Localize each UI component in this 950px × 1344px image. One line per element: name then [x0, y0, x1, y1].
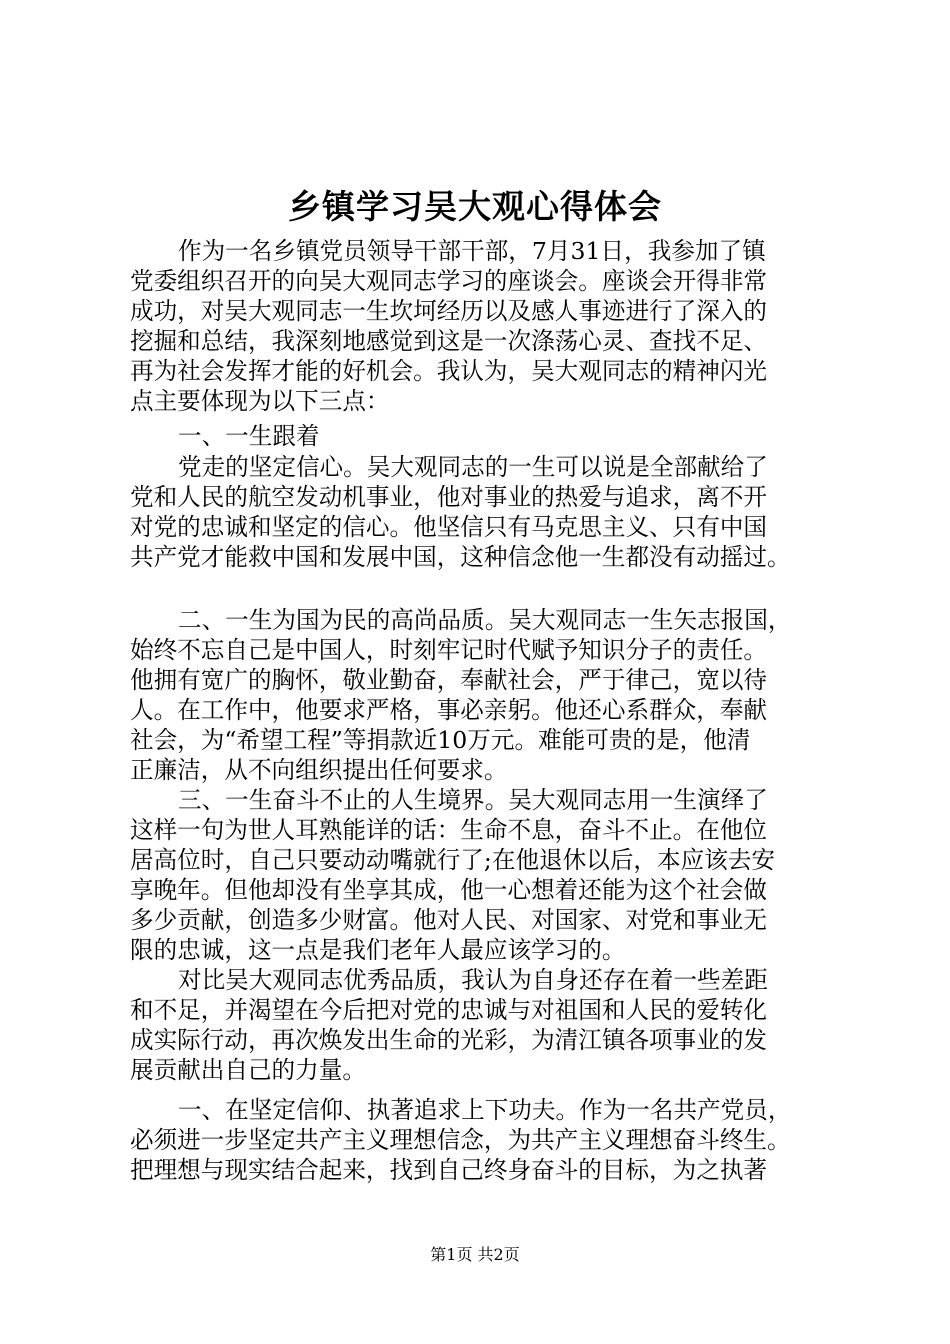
text-line: 二、一生为国为民的高尚品质。吴大观同志一生矢志报国， — [178, 606, 792, 634]
document-title: 乡镇学习吴大观心得体会 — [288, 187, 662, 226]
text-line: 始终不忘自己是中国人，时刻牢记时代赋予知识分子的责任。 — [130, 636, 768, 664]
text-line: 成实际行动，再次焕发出生命的光彩，为清江镇各项事业的发 — [130, 1026, 768, 1054]
text-line: 对比吴大观同志优秀品质，我认为自身还存在着一些差距 — [178, 966, 768, 994]
text-line: 点主要体现为以下三点： — [130, 387, 390, 415]
text-line: 党走的坚定信心。吴大观同志的一生可以说是全部献给了 — [178, 453, 768, 481]
text-line: 对党的忠诚和坚定的信心。他坚信只有马克思主义、只有中国 — [130, 513, 768, 541]
text-line: 和不足，并渴望在今后把对党的忠诚与对祖国和人民的爱转化 — [130, 996, 768, 1024]
text-line: 这样一句为世人耳熟能详的话：生命不息，奋斗不止。在他位 — [130, 816, 768, 844]
text-line: 正廉洁，从不向组织提出任何要求。 — [130, 756, 508, 784]
text-line: 限的忠诚，这一点是我们老年人最应该学习的。 — [130, 936, 626, 964]
page-number: 第1页 共2页 — [430, 1245, 520, 1264]
text-line: 必须进一步坚定共产主义理想信念，为共产主义理想奋斗终生。 — [130, 1126, 791, 1154]
text-line: 一、在坚定信仰、执著追求上下功夫。作为一名共产党员， — [178, 1096, 792, 1124]
text-line: 人。在工作中，他要求严格，事必亲躬。他还心系群众，奉献 — [130, 696, 768, 724]
text-line: 居高位时，自己只要动动嘴就行了;在他退休以后，本应该去安 — [130, 846, 775, 874]
text-line: 共产党才能救中国和发展中国，这种信念他一生都没有动摇过。 — [130, 543, 791, 571]
text-line: 展贡献出自己的力量。 — [130, 1056, 366, 1084]
text-line: 党和人民的航空发动机事业，他对事业的热爱与追求，离不开 — [130, 483, 768, 511]
text-line: 他拥有宽广的胸怀，敬业勤奋，奉献社会，严于律己，宽以待 — [130, 666, 768, 694]
section-heading: 一、一生跟着 — [178, 422, 320, 450]
text-line: 作为一名乡镇党员领导干部干部，7月31日，我参加了镇 — [178, 237, 766, 265]
text-line: 三、一生奋斗不止的人生境界。吴大观同志用一生演绎了 — [178, 786, 768, 814]
text-line: 再为社会发挥才能的好机会。我认为，吴大观同志的精神闪光 — [130, 357, 768, 385]
text-line: 挖掘和总结，我深刻地感觉到这是一次涤荡心灵、查找不足、 — [130, 327, 768, 355]
text-line: 多少贡献，创造多少财富。他对人民、对国家、对党和事业无 — [130, 906, 768, 934]
text-line: 成功，对吴大观同志一生坎坷经历以及感人事迹进行了深入的 — [130, 297, 768, 325]
text-line: 把理想与现实结合起来，找到自己终身奋斗的目标，为之执著 — [130, 1156, 768, 1184]
text-line: 党委组织召开的向吴大观同志学习的座谈会。座谈会开得非常 — [130, 267, 768, 295]
text-line: 社会，为“希望工程”等捐款近10万元。难能可贵的是，他清 — [130, 726, 751, 754]
text-line: 享晚年。但他却没有坐享其成，他一心想着还能为这个社会做 — [130, 876, 768, 904]
